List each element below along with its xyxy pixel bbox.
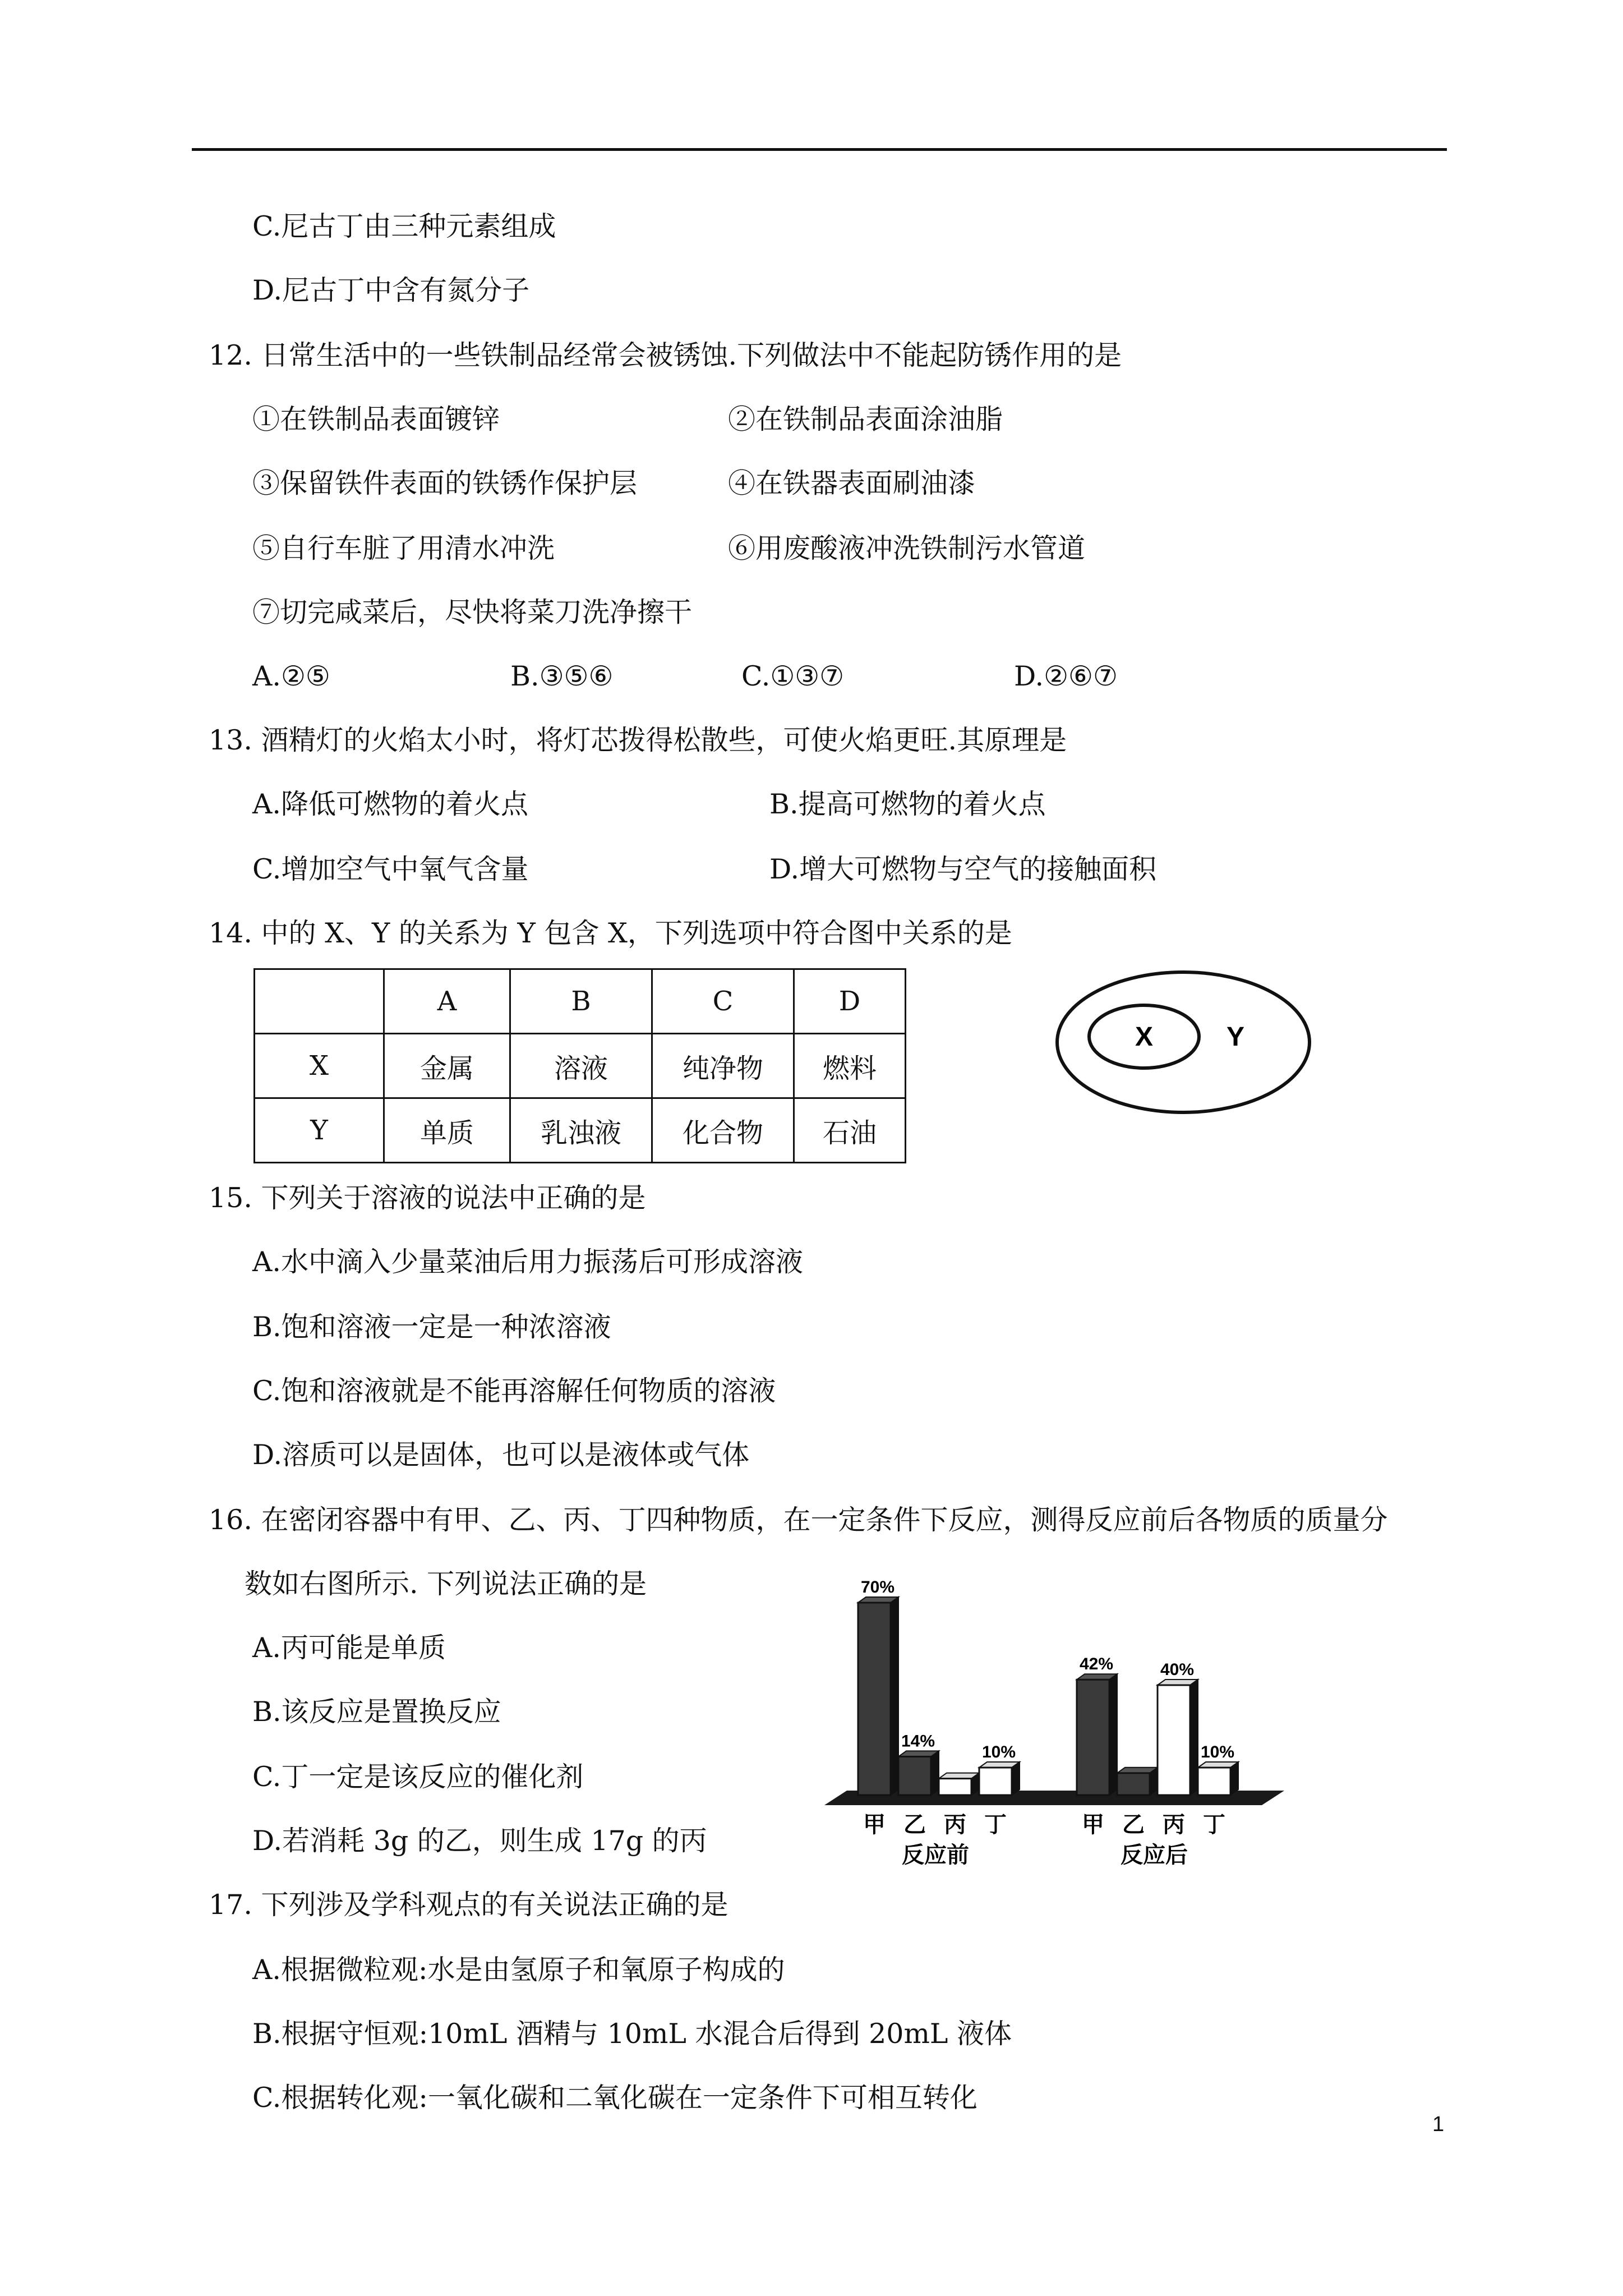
table-cell: 燃料: [794, 1034, 906, 1098]
table-cell: X: [255, 1034, 384, 1098]
table-cell: [255, 969, 384, 1034]
q16-option-d: D.若消耗 3g 的乙，则生成 17g 的丙: [252, 1825, 707, 1857]
table-cell: 单质: [384, 1098, 510, 1163]
q12-option-b: B.③⑤⑥: [510, 660, 614, 692]
bar-data-label: 10%: [981, 1743, 1016, 1761]
group-label: 反应后: [1121, 1843, 1188, 1867]
q12-statement-7: ⑦切完咸菜后，尽快将菜刀洗净擦干: [252, 596, 693, 628]
bar: [1077, 1680, 1109, 1795]
q14-venn-diagram: [1049, 964, 1318, 1126]
table-cell: 石油: [794, 1098, 906, 1163]
q12-option-a: A.②⑤: [252, 660, 330, 692]
table-row: [255, 1034, 906, 1098]
table-row: [255, 969, 906, 1034]
group-label: 反应前: [902, 1843, 969, 1867]
category-label: 丙: [944, 1812, 966, 1837]
q13-option-d: D.增大可燃物与空气的接触面积: [769, 853, 1157, 885]
bar: [898, 1756, 931, 1795]
bar: [979, 1768, 1012, 1795]
q13-option-a: A.降低可燃物的着火点: [252, 788, 528, 820]
q16-mass-fraction-chart: [813, 1554, 1295, 1868]
q12-statement-1: ①在铁制品表面镀锌: [252, 403, 500, 435]
q15-stem: 15. 下列关于溶液的说法中正确的是: [209, 1182, 646, 1214]
label-x: X: [1135, 1022, 1154, 1052]
category-label: 乙: [903, 1812, 926, 1837]
label-y: Y: [1226, 1022, 1245, 1052]
q12-statement-3: ③保留铁件表面的铁锈作保护层: [252, 467, 638, 499]
page-number: 1: [1432, 2113, 1445, 2136]
table-cell: 化合物: [652, 1098, 794, 1163]
category-label: 丁: [1203, 1812, 1225, 1837]
bar: [939, 1779, 971, 1795]
bar-side: [1109, 1674, 1117, 1795]
q14-stem: 14. 中的 X、Y 的关系为 Y 包含 X，下列选项中符合图中关系的是: [209, 917, 1012, 949]
q17-option-c: C.根据转化观:一氧化碳和二氧化碳在一定条件下可相互转化: [252, 2082, 978, 2114]
q13-stem: 13. 酒精灯的火焰太小时，将灯芯拨得松散些，可使火焰更旺.其原理是: [209, 724, 1067, 756]
bar: [858, 1603, 891, 1795]
table-cell: 溶液: [510, 1034, 652, 1098]
q15-option-a: A.水中滴入少量菜油后用力振荡后可形成溶液: [252, 1246, 803, 1278]
table-cell: 纯净物: [652, 1034, 794, 1098]
q16-stem-line2: 数如右图所示. 下列说法正确的是: [245, 1568, 647, 1600]
header-rule: [192, 148, 1447, 151]
q16-stem-line1: 16. 在密闭容器中有甲、乙、丙、丁四种物质，在一定条件下反应，测得反应前后各物质的质量分: [209, 1504, 1388, 1536]
bar: [1117, 1773, 1150, 1795]
bar-side: [931, 1751, 939, 1795]
q12-statement-6: ⑥用废酸液冲洗铁制污水管道: [728, 532, 1086, 564]
q16-option-c: C.丁一定是该反应的催化剂: [252, 1761, 584, 1793]
table-cell: 金属: [384, 1034, 510, 1098]
q17-option-a: A.根据微粒观:水是由氢原子和氧原子构成的: [252, 1954, 785, 1986]
q14-table: [253, 968, 906, 1163]
q12-statement-5: ⑤自行车脏了用清水冲洗: [252, 532, 555, 564]
table-cell: C: [652, 969, 794, 1034]
table-cell: Y: [255, 1098, 384, 1163]
q11-option-c: C.尼古丁由三种元素组成: [252, 210, 556, 242]
q15-option-c: C.饱和溶液就是不能再溶解任何物质的溶液: [252, 1375, 776, 1407]
bar-top: [1077, 1674, 1117, 1680]
category-label: 丙: [1163, 1812, 1185, 1837]
bar-data-label: 42%: [1079, 1655, 1114, 1674]
q12-stem: 12. 日常生活中的一些铁制品经常会被锈蚀.下列做法中不能起防锈作用的是: [209, 339, 1122, 371]
bar-data-label: 10%: [1200, 1743, 1235, 1761]
q16-option-b: B.该反应是置换反应: [252, 1696, 501, 1728]
q15-option-d: D.溶质可以是固体，也可以是液体或气体: [252, 1439, 750, 1471]
q11-option-d: D.尼古丁中含有氮分子: [252, 274, 530, 306]
category-label: 乙: [1122, 1812, 1145, 1837]
q17-option-b: B.根据守恒观:10mL 酒精与 10mL 水混合后得到 20mL 液体: [252, 2018, 1012, 2050]
q13-option-c: C.增加空气中氧气含量: [252, 853, 529, 885]
table-row: [255, 1098, 906, 1163]
bar: [1198, 1768, 1230, 1795]
bar-side: [1190, 1680, 1198, 1795]
bar-side: [891, 1597, 898, 1795]
q16-option-a: A.丙可能是单质: [252, 1632, 446, 1664]
table-cell: B: [510, 969, 652, 1034]
table-cell: A: [384, 969, 510, 1034]
category-label: 丁: [984, 1812, 1007, 1837]
table-cell: 乳浊液: [510, 1098, 652, 1163]
category-label: 甲: [863, 1812, 886, 1837]
q17-stem: 17. 下列涉及学科观点的有关说法正确的是: [209, 1889, 728, 1921]
bar-data-label: 40%: [1160, 1660, 1195, 1679]
bar-data-label: 14%: [901, 1732, 935, 1751]
bar-top: [898, 1751, 939, 1756]
q12-statement-2: ②在铁制品表面涂油脂: [728, 403, 1003, 435]
q15-option-b: B.饱和溶液一定是一种浓溶液: [252, 1311, 611, 1343]
q12-option-c: C.①③⑦: [741, 660, 845, 692]
outer-ellipse-y: [1057, 972, 1310, 1112]
bar: [1158, 1685, 1190, 1795]
bar-data-label: 70%: [860, 1578, 895, 1596]
category-label: 甲: [1082, 1812, 1104, 1837]
table-cell: D: [794, 969, 906, 1034]
q12-statement-4: ④在铁器表面刷油漆: [728, 467, 976, 499]
q13-option-b: B.提高可燃物的着火点: [769, 788, 1046, 820]
q12-option-d: D.②⑥⑦: [1014, 660, 1118, 692]
